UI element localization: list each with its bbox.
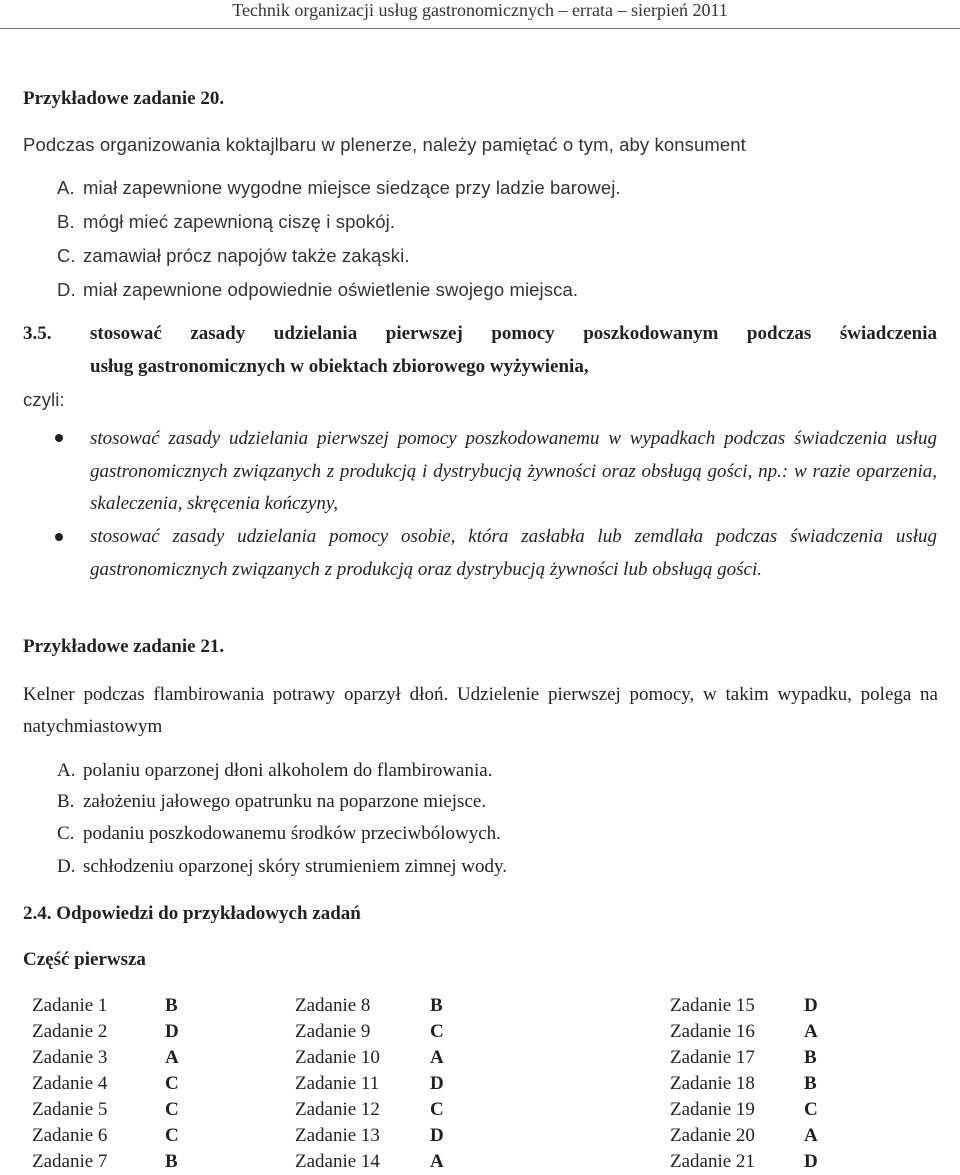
option-letter: A.: [57, 760, 76, 781]
task-label: Zadanie 8: [295, 995, 371, 1016]
task-label: Zadanie 9: [295, 1021, 371, 1042]
answer-value: C: [165, 1073, 179, 1094]
task-label: Zadanie 17: [670, 1047, 755, 1068]
section-number: 3.5.: [23, 323, 52, 344]
table-row: [32, 1123, 844, 1149]
task-label: Zadanie 16: [670, 1021, 755, 1042]
task-label: Zadanie 6: [32, 1125, 108, 1146]
answer-value: D: [165, 1021, 179, 1042]
task-label: Zadanie 20: [670, 1125, 755, 1146]
task-label: Zadanie 21: [670, 1151, 755, 1172]
option-text: miał zapewnione wygodne miejsce siedzące przy ladzie barowej.: [83, 177, 621, 198]
answer-value: D: [804, 1151, 818, 1172]
task21-option-d: [57, 856, 507, 878]
task-label: Zadanie 2: [32, 1021, 108, 1042]
option-letter: D.: [57, 856, 76, 877]
table-row: [32, 1071, 844, 1097]
answer-value: B: [804, 1073, 817, 1094]
task21-option-c: [57, 823, 501, 845]
answers-table: [32, 993, 844, 1175]
task20-option-b: [57, 211, 395, 233]
answer-value: A: [165, 1047, 179, 1068]
task21-option-b: [57, 791, 486, 813]
option-letter: B.: [57, 211, 75, 232]
option-letter: B.: [57, 791, 75, 812]
answer-value: B: [165, 995, 178, 1016]
answers-heading: 2.4. Odpowiedzi do przykładowych zadań: [23, 903, 361, 924]
bullet-icon: [55, 434, 63, 442]
option-letter: C.: [57, 245, 76, 266]
option-text: miał zapewnione odpowiednie oświetlenie swojego miejsca.: [83, 279, 579, 300]
option-letter: C.: [57, 823, 75, 844]
task-label: Zadanie 3: [32, 1047, 108, 1068]
task20-option-a: [57, 177, 621, 199]
task-label: Zadanie 12: [295, 1099, 380, 1120]
option-text: schłodzeniu oparzonej skóry strumieniem zimnej wody.: [83, 856, 508, 877]
bullet-text-2: stosować zasady udzielania pomocy osobie, która zasłabła lub zemdlała podczas świadczenia usług gastronomicznych związanych z produkcją oraz dystrybucją żywności lub obsługą gości.: [90, 526, 937, 580]
table-row: [32, 1045, 844, 1071]
header-divider: [0, 28, 960, 29]
task-label: Zadanie 5: [32, 1099, 108, 1120]
bullet-text-1: stosować zasady udzielania pierwszej pomocy poszkodowanemu w wypadkach podczas świadczenia usług gastronomicznych związanych z produkcją i dystrybucją żywności oraz obsługą gości, np.: w razie oparzenia, skaleczenia, skręcenia kończyny,: [90, 428, 937, 514]
answer-value: C: [165, 1099, 179, 1120]
task-label: Zadanie 19: [670, 1099, 755, 1120]
answer-value: C: [804, 1099, 818, 1120]
task20-option-d: [57, 279, 578, 301]
option-text: mógł mieć zapewnioną ciszę i spokój.: [83, 211, 396, 232]
task-label: Zadanie 18: [670, 1073, 755, 1094]
option-letter: D.: [57, 279, 76, 300]
answer-value: D: [430, 1073, 444, 1094]
answer-value: B: [804, 1047, 817, 1068]
bullet-icon: [55, 533, 63, 541]
task-label: Zadanie 4: [32, 1073, 108, 1094]
page-header: Technik organizacji usług gastronomicznych – errata – sierpień 2011: [232, 0, 728, 20]
task-label: Zadanie 15: [670, 995, 755, 1016]
task-label: Zadanie 10: [295, 1047, 380, 1068]
task20-option-c: [57, 245, 410, 267]
table-row: [32, 1097, 844, 1123]
answer-value: B: [165, 1151, 178, 1172]
option-text: założeniu jałowego opatrunku na poparzone miejsce.: [83, 791, 487, 812]
section-title-line2: usług gastronomicznych w obiektach zbiorowego wyżywienia,: [90, 356, 589, 377]
table-row: [32, 993, 844, 1019]
option-text: podaniu poszkodowanemu środków przeciwbólowych.: [83, 823, 501, 844]
task-label: Zadanie 14: [295, 1151, 380, 1172]
option-text: polaniu oparzonej dłoni alkoholem do flambirowania.: [83, 760, 493, 781]
task20-heading: Przykładowe zadanie 20.: [23, 88, 225, 109]
answer-value: A: [430, 1151, 444, 1172]
option-letter: A.: [57, 177, 75, 198]
answer-value: B: [430, 995, 443, 1016]
answer-value: C: [430, 1099, 444, 1120]
task20-question: Podczas organizowania koktajlbaru w plenerze, należy pamiętać o tym, aby konsument: [23, 134, 746, 155]
task21-question: Kelner podczas flambirowania potrawy oparzył dłoń. Udzielenie pierwszej pomocy, w takim wypadku, polega na natychmiastowym: [23, 684, 938, 737]
answer-value: A: [804, 1021, 818, 1042]
table-row: [32, 1149, 844, 1175]
task21-option-a: [57, 760, 492, 782]
answers-subheading: Część pierwsza: [23, 949, 146, 970]
task-label: Zadanie 13: [295, 1125, 380, 1146]
task-label: Zadanie 1: [32, 995, 108, 1016]
task-label: Zadanie 7: [32, 1151, 108, 1172]
czyli-label: czyli:: [23, 389, 65, 410]
section-title-line1: stosować zasady udzielania pierwszej pomocy poszkodowanym podczas świadczenia: [90, 323, 937, 344]
answer-value: A: [430, 1047, 444, 1068]
answer-value: D: [804, 995, 818, 1016]
answer-value: C: [430, 1021, 444, 1042]
answer-value: A: [804, 1125, 818, 1146]
table-row: [32, 1019, 844, 1045]
task-label: Zadanie 11: [295, 1073, 380, 1094]
task21-heading: Przykładowe zadanie 21.: [23, 636, 225, 657]
answer-value: D: [430, 1125, 444, 1146]
answer-value: C: [165, 1125, 179, 1146]
option-text: zamawiał prócz napojów także zakąski.: [83, 245, 410, 266]
